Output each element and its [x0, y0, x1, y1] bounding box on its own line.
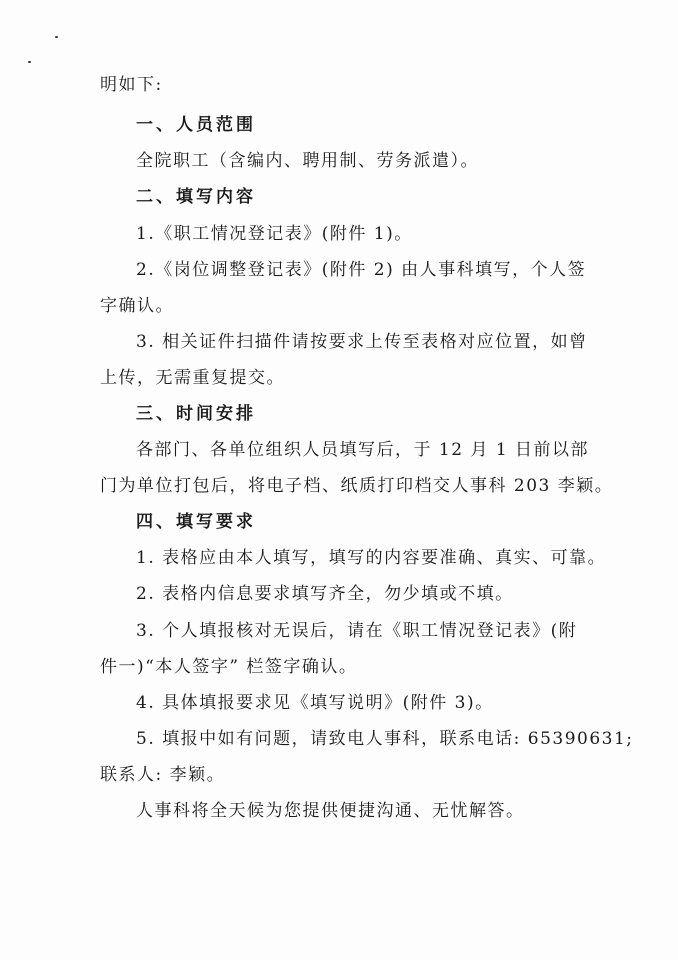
text-line-item-2b: 字确认。 — [100, 296, 174, 316]
section-heading-content: 二、填写内容 — [136, 187, 256, 207]
text-line-item-3b: 上传，无需重复提交。 — [100, 368, 285, 388]
text-line-scope: 全院职工（含编内、聘用制、劳务派遣）。 — [136, 151, 479, 171]
text-line-item-1: 1.《职工情况登记表》(附件 1)。 — [136, 224, 413, 244]
text-line-schedule-a: 各部门、各单位组织人员填写后，于 12 月 1 日前以部 — [136, 440, 590, 460]
section-heading-scope: 一、人员范围 — [136, 115, 256, 135]
text-line-req-5b: 联系人: 李颖。 — [100, 765, 226, 785]
text-line-intro: 明如下: — [100, 75, 163, 95]
text-line-req-3a: 3. 个人填报核对无误后，请在《职工情况登记表》(附 — [136, 621, 578, 641]
scan-speck — [55, 36, 58, 38]
text-line-req-3b: 件一)“本人签字” 栏签字确认。 — [100, 657, 358, 677]
text-line-req-2: 2. 表格内信息要求填写齐全，勿少填或不填。 — [136, 584, 514, 604]
scan-speck — [28, 61, 31, 63]
text-line-item-2a: 2.《岗位调整登记表》(附件 2) 由人事科填写，个人签 — [136, 260, 587, 280]
section-heading-requirements: 四、填写要求 — [136, 512, 256, 532]
text-line-schedule-b: 门为单位打包后，将电子档、纸质打印档交人事科 203 李颖。 — [100, 476, 614, 496]
section-heading-schedule: 三、时间安排 — [136, 404, 256, 424]
text-line-req-5a: 5. 填报中如有问题，请致电人事科，联系电话: 65390631; — [136, 729, 634, 749]
text-line-req-4: 4. 具体填报要求见《填写说明》(附件 3)。 — [136, 693, 494, 713]
text-line-closing: 人事科将全天候为您提供便捷沟通、无忧解答。 — [136, 801, 525, 821]
text-line-req-1: 1. 表格应由本人填写，填写的内容要准确、真实、可靠。 — [136, 548, 607, 568]
text-line-item-3a: 3. 相关证件扫描件请按要求上传至表格对应位置，如曾 — [136, 332, 588, 352]
